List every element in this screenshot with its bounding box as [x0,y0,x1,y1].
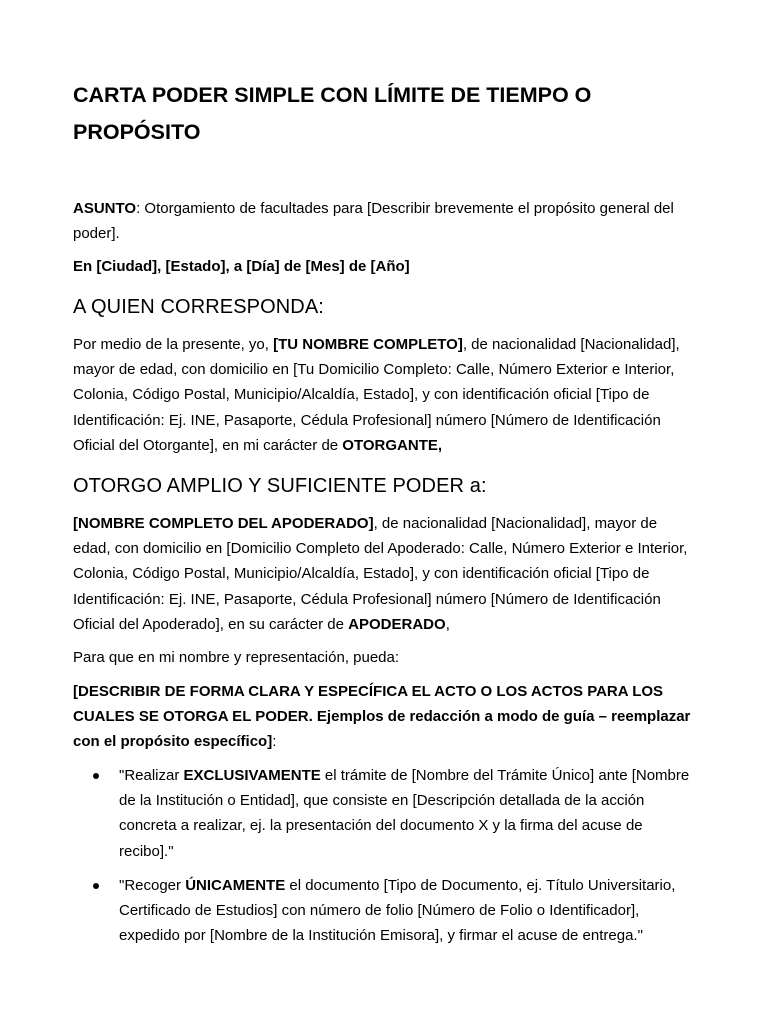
apoderado-tail: , [445,615,450,633]
place-date-text: En [Ciudad], [Estado], a [Día] de [Mes] de [Año] [73,258,410,275]
bullet-icon [93,773,99,779]
document-title: CARTA PODER SIMPLE CON LÍMITE DE TIEMPO O PROPÓSITO [73,83,592,144]
purpose-intro: Para que en mi nombre y representación, pueda: [73,649,400,666]
example-2-pre: "Recoger [119,877,186,894]
list-item [119,763,699,864]
otorgante-role: OTORGANTE, [342,436,443,454]
example-1-pre: "Realizar [119,767,184,784]
salutation-heading: A QUIEN CORRESPONDA: [73,296,324,318]
example-2-post: el documento [Tipo de Documento, ej. Título Universitario, Certificado de Estudios] con número de folio [Número de Folio o Identificador], expedido por [Nombre de la Institución Emisora], y firmar el acuse de entrega." [119,877,676,945]
otorgante-details: , de nacionalidad [Nacionalidad], mayor de edad, con domicilio en [Tu Domicilio Completo: Calle, Número Exterior e Interior, Colonia, Código Postal, Municipio/Alcaldía, Estado], y con identificación oficial [Tipo de Identificación: Ej. INE, Pasaporte, Cédula Profesional] número [Número de Identificación Oficial del Otorgante], en mi carácter de [73,336,680,454]
otorgante-intro: Por medio de la presente, yo, [73,336,274,353]
grant-heading: OTORGO AMPLIO Y SUFICIENTE PODER a: [73,475,487,497]
asunto-paragraph [73,196,698,246]
asunto-label: ASUNTO [73,200,137,217]
instruction-text: [DESCRIBIR DE FORMA CLARA Y ESPECÍFICA EL ACTO O LOS ACTOS PARA LOS CUALES SE OTORGA EL PODER. Ejemplos de redacción a modo de guía – reemplazar con el propósito específico] [73,683,691,751]
apoderado-name: [NOMBRE COMPLETO DEL APODERADO] [73,515,374,532]
place-date [73,254,698,279]
list-item [119,873,699,949]
instruction-paragraph [73,679,698,755]
example-1-post: el trámite de [Nombre del Trámite Único] ante [Nombre de la Institución o Entidad], que consiste en [Descripción detallada de la acción concreta a realizar, ej. la presentación del documento X y la firma del acuse de recibo]." [119,767,690,860]
asunto-text: : Otorgamiento de facultades para [Describir brevemente el propósito general del poder]. [73,200,674,243]
otorgante-name: [TU NOMBRE COMPLETO] [273,336,463,353]
apoderado-details: , de nacionalidad [Nacionalidad], mayor de edad, con domicilio en [Domicilio Completo del Apoderado: Calle, Número Exterior e Interior, Colonia, Código Postal, Municipio/Alcaldía, Estado], y con identificación oficial [Tipo de Identificación: Ej. INE, Pasaporte, Cédula Profesional] número [Número de Identificación Oficial del Apoderado], en su carácter de [73,515,688,633]
apoderado-role: APODERADO [348,615,446,633]
instruction-tail: : [272,733,277,751]
otorgante-paragraph [73,332,698,458]
example-2-emphasis: ÚNICAMENTE [185,877,286,894]
bullet-icon [93,883,99,889]
example-1-emphasis: EXCLUSIVAMENTE [183,767,321,784]
apoderado-paragraph [73,511,698,637]
